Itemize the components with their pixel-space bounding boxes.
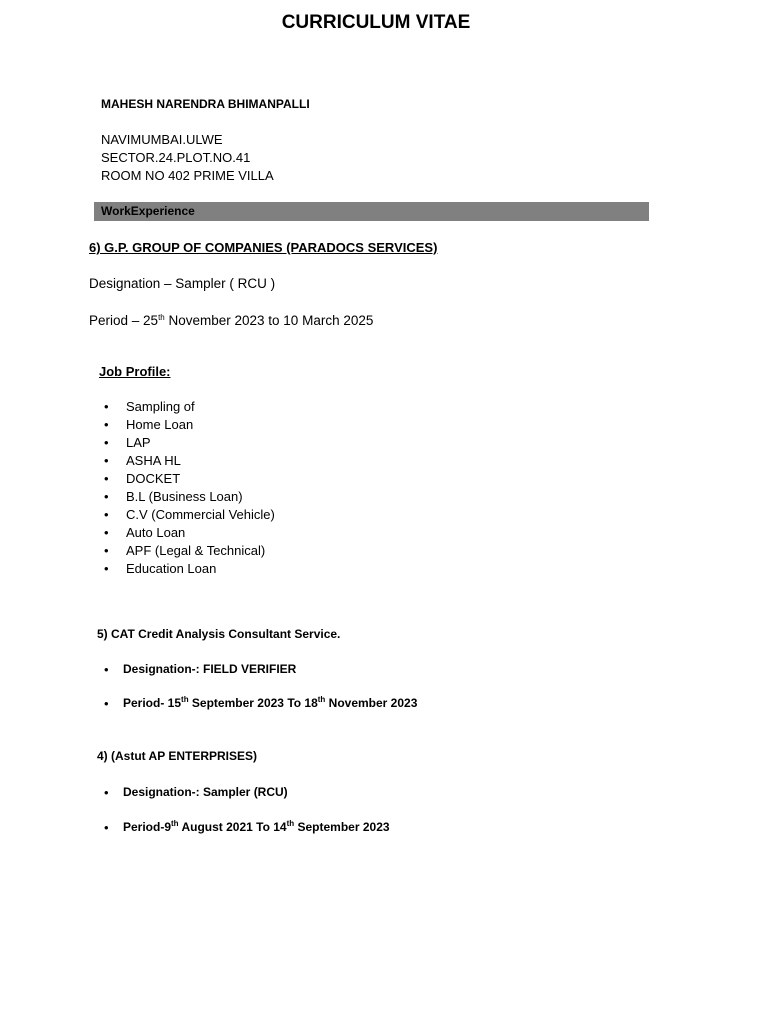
period-sup-2: th [286, 819, 295, 828]
list-item [100, 434, 275, 452]
list-item [100, 542, 275, 560]
bullet-icon: • [104, 417, 109, 432]
period-sup-2: th [317, 695, 326, 704]
company-5-title: 5) CAT Credit Analysis Consultant Service. [97, 627, 341, 641]
company-4-period [104, 819, 390, 835]
address-line-1: NAVIMUMBAI.ULWE [101, 132, 223, 147]
period-text-a: Period-9 [123, 820, 172, 834]
list-item-label: B.L (Business Loan) [126, 489, 243, 504]
period-sup: th [158, 313, 165, 322]
list-item-label: LAP [126, 435, 151, 450]
list-item [100, 416, 275, 434]
designation-text: Designation-: Sampler (RCU) [123, 785, 288, 799]
list-item-label: APF (Legal & Technical) [126, 543, 266, 558]
bullet-icon: • [104, 696, 109, 711]
job-profile-heading: Job Profile: [99, 364, 171, 379]
list-item-label: Auto Loan [126, 525, 186, 540]
period-text-b: August 2021 To 14 [178, 820, 287, 834]
period-text-a: Period- 15 [123, 696, 182, 710]
bullet-icon: • [104, 471, 109, 486]
list-item-label: DOCKET [126, 471, 181, 486]
address-line-3: ROOM NO 402 PRIME VILLA [101, 168, 274, 183]
section-header-bar [94, 202, 649, 221]
list-item [100, 560, 275, 578]
company-6-title: 6) G.P. GROUP OF COMPANIES (PARADOCS SERVICES) [89, 240, 438, 255]
bullet-icon: • [104, 662, 109, 677]
bullet-icon: • [104, 453, 109, 468]
list-item-label: Home Loan [126, 417, 194, 432]
job-profile-list [100, 398, 275, 578]
list-item-label: C.V (Commercial Vehicle) [126, 507, 275, 522]
period-prefix: Period – 25 [89, 313, 159, 328]
bullet-icon: • [104, 399, 109, 414]
bullet-icon: • [104, 489, 109, 504]
list-item-label: ASHA HL [126, 453, 181, 468]
list-item [100, 452, 275, 470]
company-6-period [89, 313, 373, 328]
period-sup-1: th [181, 695, 189, 704]
list-item [100, 506, 275, 524]
bullet-icon: • [104, 785, 109, 800]
company-4-title: 4) (Astut AP ENTERPRISES) [97, 749, 258, 763]
bullet-icon: • [104, 435, 109, 450]
company-5-designation [104, 662, 297, 677]
list-item-label: Education Loan [126, 561, 217, 576]
bullet-icon: • [104, 561, 109, 576]
period-rest: November 2023 to 10 March 2025 [164, 313, 374, 328]
list-item-label: Sampling of [126, 399, 195, 414]
section-header-label: WorkExperience [101, 204, 195, 218]
company-5-period [104, 695, 418, 711]
bullet-icon: • [104, 820, 109, 835]
list-item [100, 470, 275, 488]
page-title: CURRICULUM VITAE [281, 12, 471, 33]
candidate-name: MAHESH NARENDRA BHIMANPALLI [101, 97, 310, 111]
bullet-icon: • [104, 543, 109, 558]
company-6-designation: Designation – Sampler ( RCU ) [89, 276, 276, 291]
period-text-c: November 2023 [325, 696, 418, 710]
bullet-icon: • [104, 507, 109, 522]
period-text-c: September 2023 [294, 820, 390, 834]
list-item [100, 488, 275, 506]
list-item [100, 398, 275, 416]
address-line-2: SECTOR.24.PLOT.NO.41 [101, 150, 251, 165]
period-text-b: September 2023 To 18 [188, 696, 318, 710]
designation-text: Designation-: FIELD VERIFIER [123, 662, 297, 676]
company-4-designation [104, 785, 288, 800]
list-item [100, 524, 275, 542]
bullet-icon: • [104, 525, 109, 540]
period-sup-1: th [171, 819, 179, 828]
